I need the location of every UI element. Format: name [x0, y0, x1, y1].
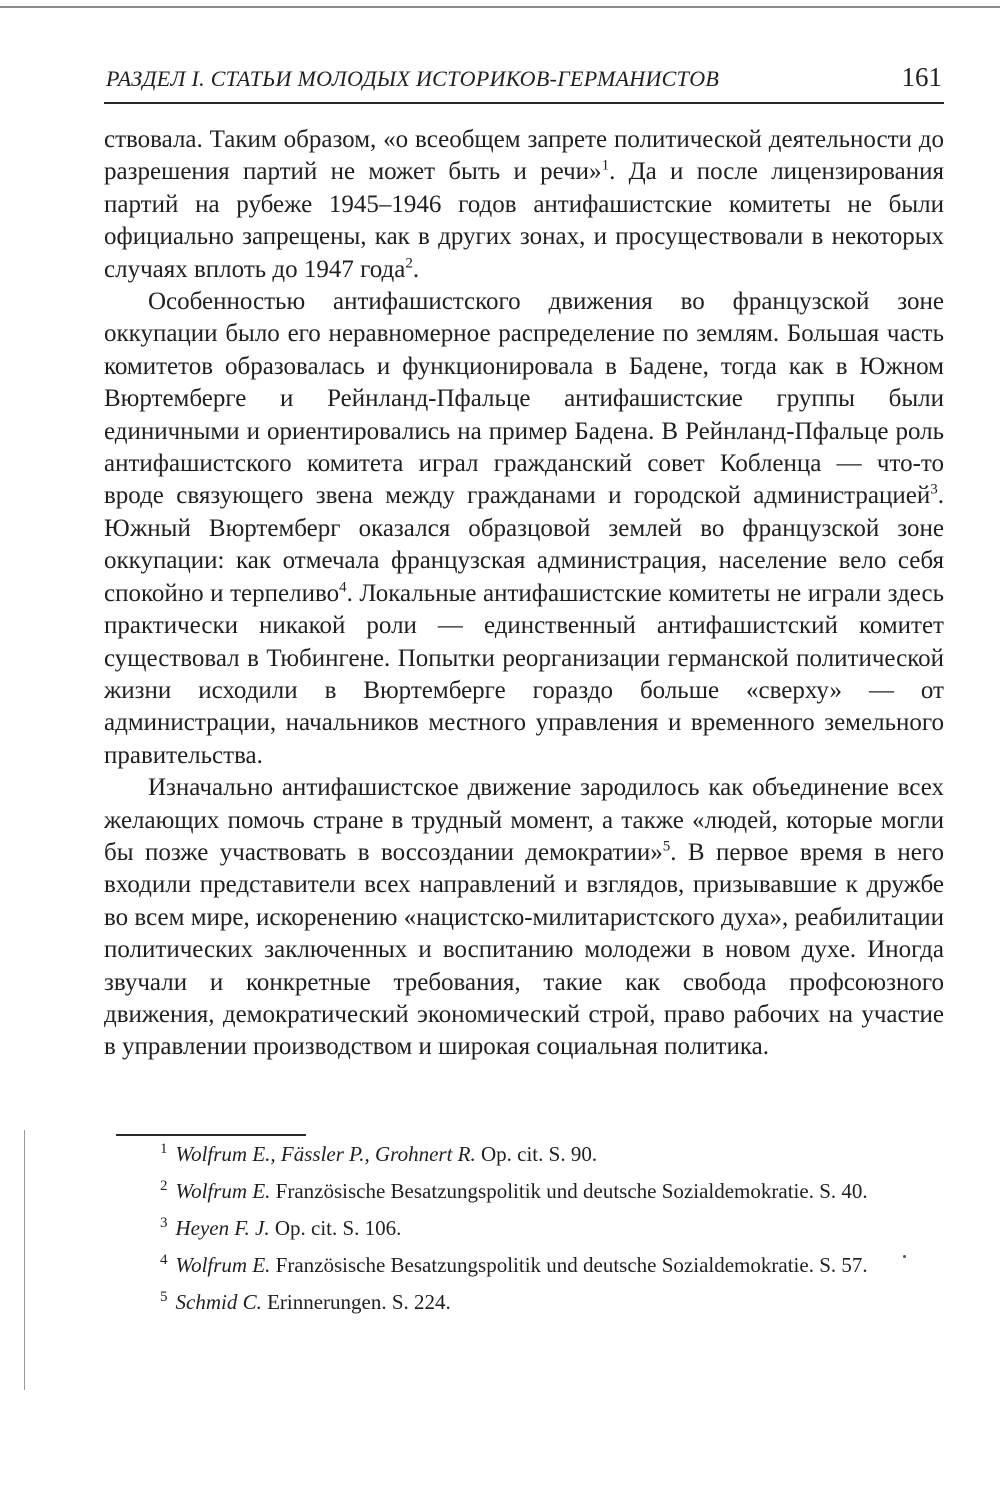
footnote-author: Schmid C.: [175, 1290, 262, 1314]
paragraph: [104, 772, 944, 1064]
text-run: . Южный Вюртемберг оказался образцовой землей во французской зоне оккупации: как отмечала французская администрация, население вело себя спокойно и терпеливо: [104, 482, 944, 607]
paragraph: [104, 286, 944, 772]
scan-margin-line: [24, 1130, 25, 1390]
text-run: Особенностью антифашистского движения во французской зоне оккупации было его неравномерное распределение по землям. Большая часть комитетов образовалась и функционировала в Бадене, тогда как в Южном Вюртемберге и Рейнланд-Пфальце антифашистские группы были единичными и ориентировались на пример Бадена. В Рейнланд-Пфальце роль антифашистского комитета играл гражданский совет Кобленца — что-то вроде связующего звена между гражданами и городской администрацией: [104, 288, 944, 510]
footnote-author: Wolfrum E., Fässler P., Grohnert R.: [175, 1142, 476, 1166]
scan-speck: [903, 1255, 906, 1258]
footnote-number: 2: [160, 1178, 168, 1194]
footnote-ref: 3: [930, 482, 938, 499]
footnote: [116, 1251, 946, 1280]
text-run: . В первое время в него входили представители всех направлений и взглядов, призывавшие к дружбе во всем мире, искоренению «нацистско-милитаристского духа», реабилитации политических заключенных и воспитанию молодежи в новом духе. Иногда звучали и конкретные требования, такие как свобода профсоюзного движения, демократический экономический строй, право рабочих на участие в управлении производством и широкая социальная политика.: [104, 838, 944, 1061]
footnote: [116, 1140, 946, 1169]
footnote-author: Wolfrum E.: [175, 1253, 271, 1277]
scan-edge-line: [0, 6, 1000, 8]
page-number: 161: [901, 62, 942, 92]
footnote: [116, 1214, 946, 1243]
footnote-separator: [116, 1134, 306, 1136]
footnote-ref: 1: [601, 158, 610, 175]
footnote-ref: 5: [662, 838, 671, 855]
text-run: . Локальные антифашистские комитеты не играли здесь практически никакой роли — единственный антифашистский комитет существовал в Тюбингене. Попытки реорганизации германской политической жизни исходили в Вюртемберге гораздо больше «сверху» — от администрации, начальников местного управления и временного земельного правительства.: [104, 579, 944, 769]
footnote-ref: 4: [339, 579, 347, 596]
footnotes: [116, 1140, 946, 1325]
text-run: .: [412, 255, 420, 283]
footnote-text: Erinnerungen. S. 224.: [261, 1290, 451, 1314]
footnote: [116, 1177, 946, 1206]
paragraph: [104, 124, 944, 286]
footnote-ref: 2: [405, 255, 413, 272]
footnote-text: Op. cit. S. 106.: [269, 1216, 402, 1240]
footnote-number: 4: [160, 1252, 168, 1268]
footnote-text: Französische Besatzungspolitik und deutsche Sozialdemokratie. S. 40.: [270, 1179, 868, 1203]
footnote-author: Heyen F. J.: [175, 1216, 270, 1240]
text-run: . Да и после лицензирования партий на рубеже 1945–1946 годов антифашистские комитеты не были официально запрещены, как в других зонах, и просуществовали в некоторых случаях вплоть до 1947 года: [104, 158, 944, 283]
footnote-number: 1: [160, 1141, 168, 1157]
footnote-number: 3: [160, 1215, 168, 1231]
footnote-text: Op. cit. S. 90.: [475, 1142, 598, 1166]
footnote: [116, 1288, 946, 1317]
text-run: ствовала. Таким образом, «о всеобщем запрете политической деятельности до разрешения партий не может быть и речи»: [104, 126, 944, 186]
footnote-text: Französische Besatzungspolitik und deutsche Sozialdemokratie. S. 57.: [270, 1253, 868, 1277]
footnote-author: Wolfrum E.: [175, 1179, 271, 1203]
section-title: РАЗДЕЛ I. СТАТЬИ МОЛОДЫХ ИСТОРИКОВ-ГЕРМАНИСТОВ: [106, 66, 720, 91]
main-text: [104, 124, 944, 1064]
running-header: [104, 62, 944, 104]
footnote-number: 5: [160, 1289, 168, 1305]
text-run: Изначально антифашистское движение зародилось как объединение всех желающих помочь стране в трудный момент, а также «людей, которые могли бы позже участвовать в воссоздании демократии»: [104, 774, 944, 866]
